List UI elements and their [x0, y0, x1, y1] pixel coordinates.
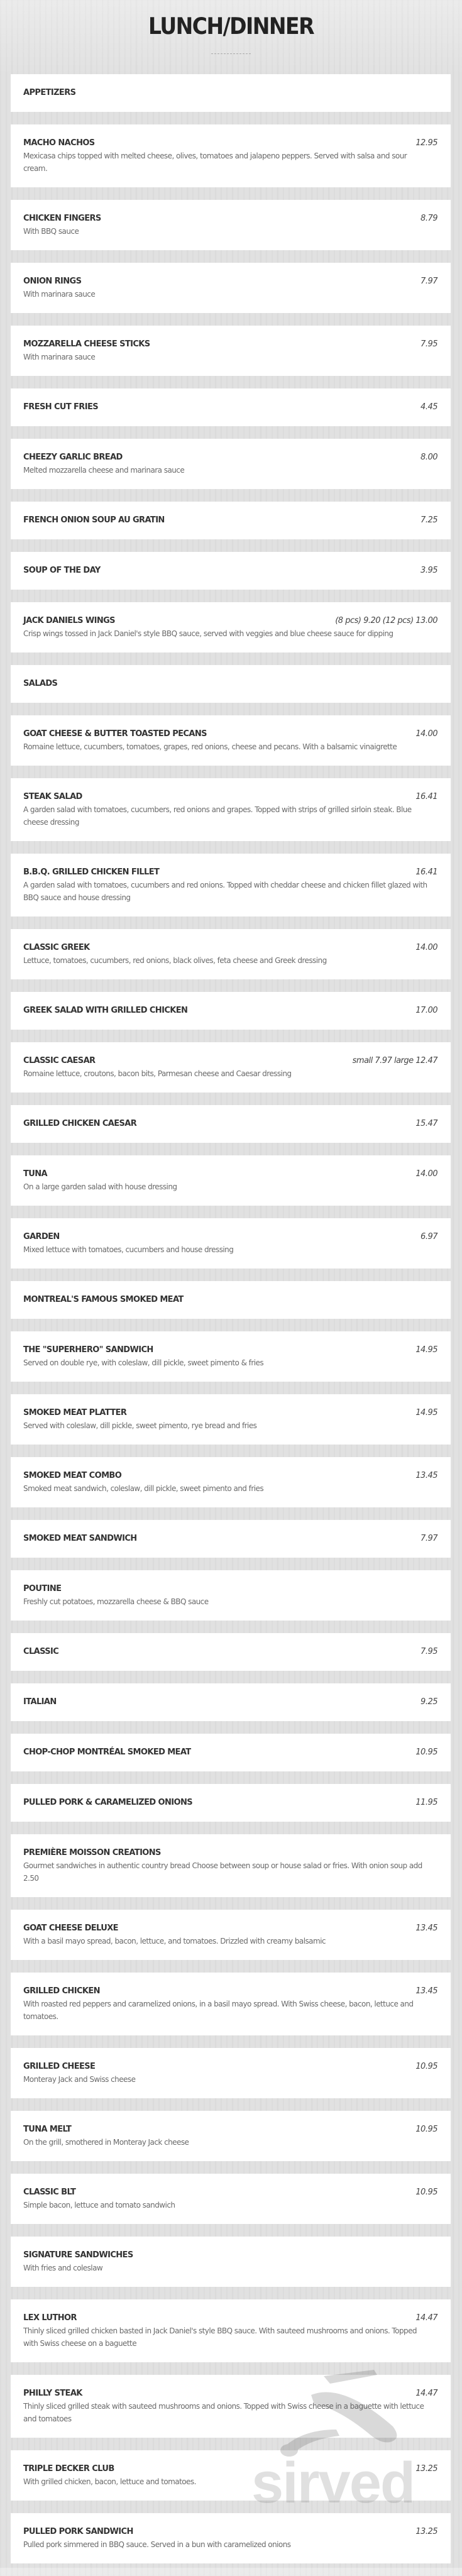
menu-item [11, 2375, 451, 2438]
item-name: GRILLED CHICKEN CAESAR [23, 1119, 137, 1128]
item-description: A garden salad with tomatoes, cucumbers and red onions. Topped with cheddar cheese and chicken fillet glazed with BBQ sauce and house dressing [23, 881, 427, 902]
menu-item [11, 1683, 451, 1721]
menu-item [11, 2450, 451, 2501]
section-title: SALADS [23, 679, 58, 688]
menu-item [11, 992, 451, 1030]
item-description: With a basil mayo spread, bacon, lettuce, and tomatoes. Drizzled with creamy balsamic [23, 1937, 326, 1946]
item-name: GRILLED CHEESE [23, 2062, 96, 2071]
item-name: TUNA MELT [23, 2125, 72, 2134]
menu-item [11, 1218, 451, 1269]
item-price: small 7.97 large 12.47 [352, 1056, 437, 1065]
item-price: 7.97 [421, 277, 437, 286]
item-name: ITALIAN [23, 1697, 57, 1707]
item-price: 9.25 [421, 1697, 437, 1707]
item-name: TRIPLE DECKER CLUB [23, 2464, 114, 2474]
item-description: Lettuce, tomatoes, cucumbers, red onions, black olives, feta cheese and Greek dressing [23, 956, 327, 965]
item-name: GREEK SALAD WITH GRILLED CHICKEN [23, 1006, 188, 1015]
section-description: Freshly cut potatoes, mozzarella cheese & BBQ sauce [23, 1597, 209, 1606]
item-price: 7.95 [421, 339, 437, 349]
item-price: 14.47 [415, 2313, 437, 2323]
item-price: 10.95 [415, 1748, 437, 1757]
item-price: 16.41 [415, 792, 437, 801]
section-title: APPETIZERS [23, 88, 76, 97]
item-price: 14.95 [415, 1345, 437, 1355]
section-header-appetizers [11, 74, 451, 112]
item-price: 11.95 [415, 1798, 437, 1807]
item-price: (8 pcs) 9.20 (12 pcs) 13.00 [335, 616, 437, 625]
item-name: GOAT CHEESE DELUXE [23, 1924, 118, 1933]
menu-item [11, 1973, 451, 2035]
item-price: 6.97 [421, 1232, 437, 1241]
section-title: SIGNATURE SANDWICHES [23, 2250, 133, 2260]
section-header-premiere-moisson [11, 1834, 451, 1897]
item-name: GRILLED CHICKEN [23, 1986, 100, 1996]
menu-item [11, 1105, 451, 1143]
section-title: MONTREAL'S FAMOUS SMOKED MEAT [23, 1295, 184, 1304]
section-title: PREMIÈRE MOISSON CREATIONS [23, 1848, 161, 1858]
item-name: STEAK SALAD [23, 792, 82, 801]
item-name: ONION RINGS [23, 277, 82, 286]
item-name: SMOKED MEAT PLATTER [23, 1408, 127, 1417]
menu-item [11, 1734, 451, 1771]
item-description: With BBQ sauce [23, 227, 79, 236]
item-name: PHILLY STEAK [23, 2389, 82, 2398]
item-name: TUNA [23, 1169, 47, 1179]
item-description: Smoked meat sandwich, coleslaw, dill pickle, sweet pimento and fries [23, 1484, 264, 1493]
item-name: CLASSIC BLT [23, 2188, 76, 2197]
item-name: CLASSIC CAESAR [23, 1056, 96, 1065]
section-header-poutine [11, 1570, 451, 1621]
menu-item [11, 715, 451, 766]
item-description: Monteray Jack and Swiss cheese [23, 2075, 136, 2084]
item-description: Served on double rye, with coleslaw, dill pickle, sweet pimento & fries [23, 1358, 264, 1367]
item-name: FRESH CUT FRIES [23, 402, 99, 412]
item-name: CHOP-CHOP MONTRÉAL SMOKED MEAT [23, 1748, 191, 1757]
item-description: Thinly sliced grilled steak with sauteed mushrooms and onions. Topped with Swiss cheese in a baguette with lettuce and tomatoes [23, 2402, 424, 2423]
item-description: Romaine lettuce, croutons, bacon bits, Parmesan cheese and Caesar dressing [23, 1069, 292, 1078]
item-price: 13.45 [415, 1471, 437, 1480]
item-description: On the grill, smothered in Monteray Jack cheese [23, 2138, 189, 2147]
menu-item [11, 778, 451, 841]
item-description: Thinly sliced grilled chicken basted in Jack Daniel's style BBQ sauce. With sauteed mushrooms and onions. Topped with Swiss cheese on a baguette [23, 2326, 417, 2348]
menu-item [11, 326, 451, 376]
item-price: 14.95 [415, 1408, 437, 1417]
menu-item [11, 502, 451, 539]
section-header-salads [11, 665, 451, 703]
menu-item [11, 2174, 451, 2224]
section-header-smoked-meat [11, 1281, 451, 1319]
item-price: 14.00 [415, 729, 437, 739]
menu-item [11, 552, 451, 590]
menu-item [11, 929, 451, 979]
item-name: SMOKED MEAT COMBO [23, 1471, 122, 1480]
item-description: Mexicasa chips topped with melted cheese, olives, tomatoes and jalapeno peppers. Served with salsa and sour cream. [23, 151, 407, 173]
item-description: Served with coleslaw, dill pickle, sweet pimento, rye bread and fries [23, 1421, 257, 1430]
menu-item [11, 2111, 451, 2161]
menu-item [11, 2299, 451, 2362]
menu-item [11, 1910, 451, 1960]
item-description: Melted mozzarella cheese and marinara sauce [23, 466, 185, 475]
menu-list [11, 74, 451, 2576]
menu-item [11, 1042, 451, 1093]
item-description: A garden salad with tomatoes, cucumbers, red onions and grapes. Topped with strips of grilled sirloin steak. Blue cheese dressing [23, 805, 412, 827]
item-price: 3.95 [421, 566, 437, 575]
item-description: Mixed lettuce with tomatoes, cucumbers and house dressing [23, 1245, 234, 1254]
item-price: 7.97 [421, 1534, 437, 1543]
item-price: 13.25 [415, 2464, 437, 2474]
menu-item [11, 1457, 451, 1507]
item-price: 15.47 [415, 1119, 437, 1128]
item-name: PULLED PORK SANDWICH [23, 2527, 133, 2536]
item-price: 14.00 [415, 943, 437, 952]
item-price: 13.45 [415, 1924, 437, 1933]
item-name: THE "SUPERHERO" SANDWICH [23, 1345, 153, 1355]
section-description: With fries and coleslaw [23, 2264, 103, 2272]
item-name: SMOKED MEAT SANDWICH [23, 1534, 137, 1543]
item-price: 10.95 [415, 2062, 437, 2071]
item-name: FRENCH ONION SOUP AU GRATIN [23, 515, 165, 525]
menu-item [11, 1633, 451, 1671]
item-name: CHEEZY GARLIC BREAD [23, 453, 123, 462]
section-title: POUTINE [23, 1584, 62, 1593]
menu-item [11, 2048, 451, 2098]
menu-item [11, 200, 451, 250]
menu-item [11, 2513, 451, 2563]
menu-item [11, 1331, 451, 1382]
item-name: CHICKEN FINGERS [23, 214, 101, 223]
section-description: Gourmet sandwiches in authentic country bread Choose between soup or house salad or fries. With onion soup add 2.50 [23, 1861, 422, 1883]
item-name: CLASSIC [23, 1647, 59, 1656]
item-price: 7.25 [421, 515, 437, 525]
title-divider [211, 53, 251, 54]
item-description: With grilled chicken, bacon, lettuce and tomatoes. [23, 2477, 196, 2486]
section-header-signature-sandwiches [11, 2237, 451, 2287]
item-price: 14.00 [415, 1169, 437, 1179]
menu-item [11, 1784, 451, 1822]
item-price: 13.25 [415, 2527, 437, 2536]
watermark-text: sirved [251, 2451, 415, 2515]
item-name: PULLED PORK & CARAMELIZED ONIONS [23, 1798, 192, 1807]
item-price: 10.95 [415, 2188, 437, 2197]
item-name: MOZZARELLA CHEESE STICKS [23, 339, 150, 349]
menu-item [11, 124, 451, 187]
item-price: 12.95 [415, 138, 437, 148]
item-description: Simple bacon, lettuce and tomato sandwich [23, 2201, 175, 2210]
item-description: Romaine lettuce, cucumbers, tomatoes, grapes, red onions, cheese and pecans. With a balsamic vinaigrette [23, 742, 397, 751]
item-price: 8.79 [421, 214, 437, 223]
item-price: 4.45 [421, 402, 437, 412]
menu-item [11, 439, 451, 489]
item-description: Pulled pork simmered in BBQ sauce. Served in a bun with caramelized onions [23, 2540, 291, 2549]
item-name: CLASSIC GREEK [23, 943, 90, 952]
item-description: With marinara sauce [23, 290, 96, 299]
item-price: 7.95 [421, 1647, 437, 1656]
menu-item [11, 263, 451, 313]
item-name: B.B.Q. GRILLED CHICKEN FILLET [23, 867, 160, 877]
item-description: With marinara sauce [23, 353, 96, 361]
item-price: 8.00 [421, 453, 437, 462]
item-description: With roasted red peppers and caramelized onions, in a basil mayo spread. With Swiss cheese, bacon, lettuce and tomatoes. [23, 2000, 414, 2021]
menu-item [11, 602, 451, 652]
item-name: MACHO NACHOS [23, 138, 95, 148]
item-description: On a large garden salad with house dressing [23, 1182, 177, 1191]
item-price: 10.95 [415, 2125, 437, 2134]
menu-item [11, 854, 451, 916]
item-name: LEX LUTHOR [23, 2313, 77, 2323]
item-name: GOAT CHEESE & BUTTER TOASTED PECANS [23, 729, 207, 739]
item-price: 16.41 [415, 867, 437, 877]
menu-item [11, 1394, 451, 1445]
item-name: GARDEN [23, 1232, 60, 1241]
item-description: Crisp wings tossed in Jack Daniel's style BBQ sauce, served with veggies and blue cheese sauce for dipping [23, 629, 393, 638]
menu-item [11, 1520, 451, 1558]
item-price: 13.45 [415, 1986, 437, 1996]
item-name: SOUP OF THE DAY [23, 566, 101, 575]
item-name: JACK DANIELS WINGS [23, 616, 115, 625]
page-title: LUNCH/DINNER [148, 13, 314, 40]
item-price: 14.47 [415, 2389, 437, 2398]
menu-item [11, 1155, 451, 1206]
menu-item [11, 388, 451, 426]
item-price: 17.00 [415, 1006, 437, 1015]
